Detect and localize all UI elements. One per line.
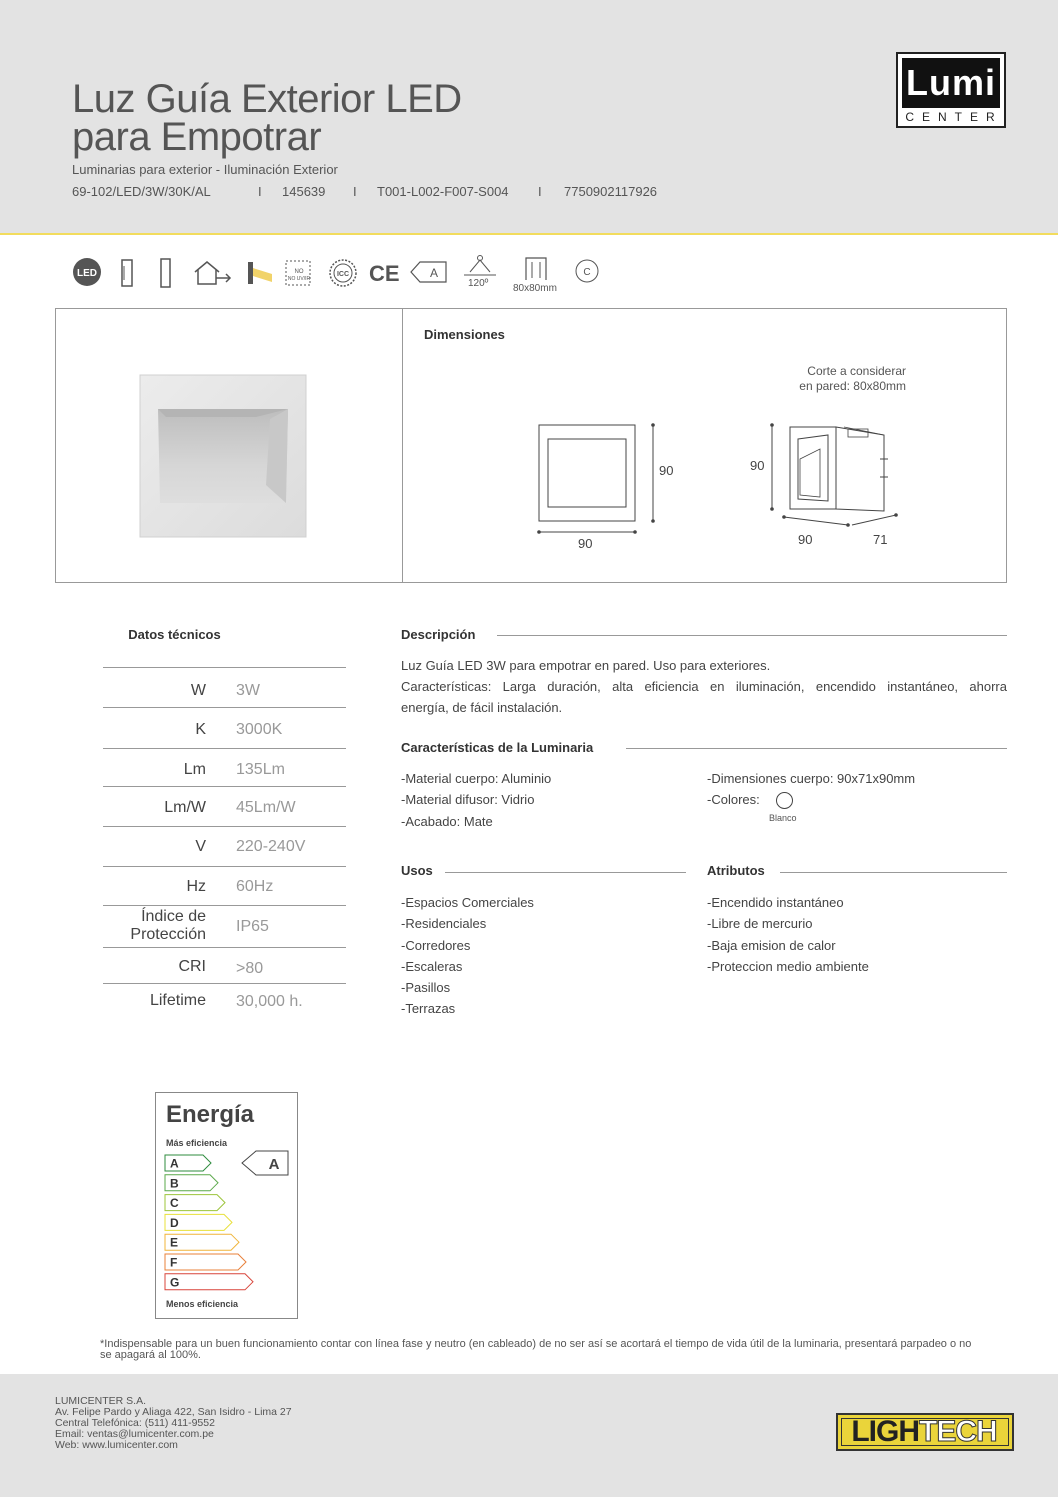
- side-view-drawing: [764, 415, 904, 545]
- recessed-icon: [158, 256, 174, 290]
- front-width-label: 90: [578, 536, 593, 551]
- features-rule: [626, 748, 1007, 749]
- class-c-label: C: [583, 267, 591, 278]
- product-barcode: 7750902117926: [564, 184, 658, 199]
- no-uv-ir-label: NO UV/IR: [287, 276, 311, 282]
- energy-label: [155, 1092, 298, 1319]
- front-height-label: 90: [659, 463, 674, 478]
- spec-row-hz: [103, 866, 346, 905]
- dimensions-title: Dimensiones: [424, 327, 505, 342]
- spec-value: 220-240V: [236, 838, 306, 855]
- beam-angle-label: 120º: [468, 278, 489, 289]
- spec-key: V: [195, 838, 206, 855]
- light-direction-icon: [246, 260, 276, 286]
- box-divider: [402, 309, 403, 582]
- energy-class-letter: C: [170, 1196, 179, 1211]
- spec-value: 3W: [236, 682, 260, 699]
- spec-key: [130, 908, 206, 944]
- usos-rule: [445, 872, 686, 873]
- energy-title: Energía: [166, 1101, 255, 1128]
- product-sku: 69-102/LED/3W/30K/AL: [72, 184, 211, 199]
- subtitle: Luminarias para exterior - Iluminación Exterior: [72, 162, 338, 177]
- logo-top: Lumi: [902, 58, 1000, 108]
- list-item: -Corredores: [401, 937, 471, 953]
- company-address: [55, 1396, 292, 1451]
- energy-class-letter: B: [170, 1176, 179, 1191]
- product-box: [55, 308, 1007, 583]
- spec-value: 60Hz: [236, 878, 274, 895]
- energy-more-efficiency: Más eficiencia: [166, 1138, 228, 1148]
- cut-size-label: 80x80mm: [513, 283, 557, 294]
- footer: [0, 1374, 1058, 1497]
- note-line-1: Corte a considerar: [807, 364, 906, 378]
- lightech-part-1: LIGH: [851, 1415, 919, 1448]
- energy-class-icon: [410, 260, 448, 284]
- energy-class-letter: A: [170, 1156, 179, 1171]
- side-height-label: 90: [750, 458, 765, 473]
- list-item: -Material difusor: Vidrio: [401, 792, 535, 808]
- energy-class-letter: F: [170, 1255, 178, 1270]
- list-item: -Residenciales: [401, 916, 487, 932]
- web-line: Web: www.lumicenter.com: [55, 1439, 178, 1451]
- no-uv-ir-icon: [284, 259, 312, 287]
- energy-bars: [156, 1093, 297, 1318]
- front-view-drawing: [526, 415, 666, 545]
- description-line-2: Características: Larga duración, alta eficiencia en iluminación, encendido instantáneo, ahorra: [401, 679, 1007, 694]
- spec-value: 45Lm/W: [236, 799, 296, 816]
- spec-key: Hz: [186, 878, 206, 895]
- spec-row-k: [103, 707, 346, 748]
- list-item: -Dimensiones cuerpo: 90x71x90mm: [707, 771, 916, 786]
- note-line-2: en pared: 80x80mm: [799, 379, 906, 393]
- spec-value: 135Lm: [236, 761, 285, 778]
- description-line-1: Luz Guía LED 3W para empotrar en pared. Uso para exteriores.: [401, 658, 771, 673]
- spec-key: Lm: [183, 761, 206, 778]
- list-item: -Colores:: [707, 792, 760, 808]
- spec-key: CRI: [178, 958, 206, 975]
- lightech-logo: [836, 1413, 1014, 1451]
- icc-icon: [328, 258, 358, 288]
- wall-mount-icon: [120, 256, 136, 290]
- features-left-list: [401, 768, 551, 832]
- lightech-wordmark: [838, 1415, 1010, 1449]
- spec-value: 30,000 h.: [236, 993, 303, 1010]
- description-title: Descripción: [401, 627, 476, 642]
- energy-class-label: A: [429, 266, 439, 280]
- beam-angle-icon: [462, 254, 498, 278]
- code-separator: I: [538, 184, 542, 199]
- spec-key: Lm/W: [164, 799, 206, 816]
- page-title: [72, 77, 462, 159]
- description-rule: [497, 635, 1007, 636]
- usos-title: Usos: [401, 863, 433, 878]
- atributos-list: [707, 892, 869, 977]
- list-item: -Escaleras: [401, 958, 463, 974]
- feature-icons: [72, 254, 632, 298]
- icc-label: ICC: [336, 271, 350, 278]
- list-item: -Terrazas: [401, 1001, 456, 1017]
- list-item: -Proteccion medio ambiente: [707, 958, 869, 974]
- atributos-rule: [780, 872, 1007, 873]
- energy-less-efficiency: Menos eficiencia: [166, 1299, 239, 1309]
- usos-list: [401, 892, 534, 1020]
- side-width-label: 90: [798, 532, 813, 547]
- code-separator: I: [353, 184, 357, 199]
- spec-key: Lifetime: [149, 992, 206, 1009]
- spec-row-ip: [103, 905, 346, 947]
- list-item: -Espacios Comerciales: [401, 895, 534, 910]
- address-line: Av. Felipe Pardo y Aliaga 422, San Isidro - Lima 27: [55, 1406, 292, 1418]
- spec-row-lifetime: [103, 983, 346, 1010]
- spec-key: K: [195, 721, 206, 738]
- list-item: -Baja emision de calor: [707, 937, 836, 953]
- ce-mark-icon: [368, 260, 400, 286]
- spec-row-lm: [103, 748, 346, 786]
- description-text: [401, 655, 1007, 718]
- side-depth-label: 71: [873, 532, 888, 547]
- list-item: -Acabado: Mate: [401, 813, 493, 829]
- ce-label: CE: [369, 261, 400, 286]
- code-separator: I: [258, 184, 262, 199]
- color-name: Blanco: [769, 813, 797, 823]
- spec-value: 3000K: [236, 721, 283, 738]
- led-icon-label: LED: [77, 268, 97, 279]
- svg-text:NO: NO: [294, 269, 304, 275]
- spec-value: >80: [236, 960, 264, 977]
- color-swatch-white: [776, 792, 793, 809]
- description-line-3: energía, de fácil instalación.: [401, 700, 563, 715]
- spec-key-line-2: Protección: [130, 926, 206, 943]
- energy-class-letter: D: [170, 1215, 179, 1230]
- spec-key-line-1: Índice de: [141, 908, 206, 925]
- title-line-1: Luz Guía Exterior LED: [72, 77, 462, 121]
- spec-row-v: [103, 826, 346, 866]
- product-id: 145639: [282, 184, 326, 199]
- spec-row-cri: [103, 947, 346, 983]
- spec-key: W: [190, 682, 206, 699]
- spec-row-lmw: [103, 786, 346, 826]
- product-photo: [138, 373, 308, 539]
- phone-line: Central Telefónica: (511) 411-9552: [55, 1417, 215, 1429]
- company-name: LUMICENTER S.A.: [55, 1395, 147, 1407]
- email-line: Email: ventas@lumicenter.com.pe: [55, 1428, 214, 1440]
- dimensions-note: [756, 364, 906, 394]
- logo-bottom: CENTER: [905, 110, 1003, 124]
- product-code: T001-L002-F007-S004: [377, 184, 509, 199]
- lightech-part-2: TECH: [919, 1415, 997, 1448]
- energy-class-letter: E: [170, 1235, 179, 1250]
- class-c-icon: [574, 258, 600, 284]
- lumicenter-logo: [896, 52, 1006, 128]
- list-item: -Material cuerpo: Aluminio: [401, 771, 552, 786]
- title-line-2: para Empotrar: [72, 115, 322, 159]
- atributos-title: Atributos: [707, 863, 765, 878]
- specs-title: Datos técnicos: [128, 627, 221, 642]
- header: [0, 0, 1058, 235]
- spec-value: IP65: [236, 918, 269, 935]
- spec-row-w: [103, 667, 346, 707]
- outdoor-house-icon: [192, 258, 234, 288]
- cut-size-icon: [524, 254, 550, 282]
- list-item: -Encendido instantáneo: [707, 895, 844, 910]
- product-codes: [72, 184, 657, 199]
- list-item: -Pasillos: [401, 980, 451, 996]
- led-icon: [72, 257, 102, 287]
- energy-class-letter: G: [170, 1275, 180, 1290]
- energy-rating-arrow: [242, 1151, 288, 1175]
- list-item: -Libre de mercurio: [707, 916, 813, 932]
- footnote: *Indispensable para un buen funcionamiento contar con línea fase y neutro (en cableado) de no ser así se acortará el tiempo de vida útil de la luminaria, presentará parpadeo o no se apagará al 100%.: [100, 1338, 972, 1361]
- energy-rating-letter: A: [268, 1156, 280, 1173]
- features-title: Características de la Luminaria: [401, 740, 594, 755]
- features-right-list: [707, 768, 915, 811]
